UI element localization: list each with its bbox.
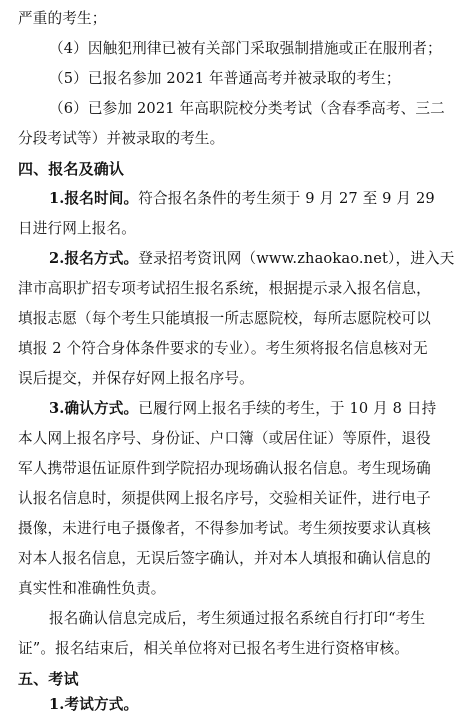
registration-time-line1: 符合报名条件的考生须于 9 月 27 至 9 月 29: [138, 190, 435, 207]
registration-time-label: 1.报名时间。: [49, 190, 139, 207]
registration-method-line5: 误后提交，并保存好网上报名序号。: [18, 370, 254, 387]
confirmation-method-line2: 本人网上报名序号、身份证、户口簿（或居住证）等原件，退役: [18, 430, 431, 447]
confirmation-method-paragraph: [49, 394, 469, 424]
registration-time-line2: 日进行网上报名。: [18, 220, 136, 237]
confirmation-method-line6: 对本人报名信息，无误后签字确认，并对本人填报和确认信息的: [18, 550, 431, 567]
list-item-tail: 严重的考生；: [18, 10, 107, 27]
after-confirm-line2: 证”。报名结束后，相关单位将对已报名考生进行资格审核。: [18, 640, 409, 657]
list-item-5: （5）已报名参加 2021 年普通高考并被录取的考生；: [49, 70, 401, 87]
registration-method-label: 2.报名方式。: [49, 250, 139, 267]
section4-heading: 四、报名及确认: [18, 160, 125, 178]
registration-method-line3: 填报志愿（每个考生只能填报一所志愿院校，每所志愿院校可以: [18, 310, 431, 327]
registration-method-line1: 登录招考资讯网（www.zhaokao.net），进入天: [138, 250, 455, 267]
confirmation-method-line5: 摄像，未进行电子摄像者，不得参加考试。考生须按要求认真核: [18, 520, 431, 537]
exam-method-label: 1.考试方式。: [49, 696, 139, 713]
confirmation-method-label: 3.确认方式。: [49, 400, 139, 417]
registration-method-line4: 填报 2 个符合身体条件要求的专业）。考生须将报名信息核对无: [18, 340, 428, 357]
confirmation-method-line7: 真实性和准确性负责。: [18, 580, 166, 597]
registration-time-paragraph: [49, 184, 469, 214]
registration-method-line2: 津市高职扩招专项考试招生报名系统，根据提示录入报名信息，: [18, 280, 431, 297]
confirmation-method-line1: 已履行网上报名手续的考生，于 10 月 8 日持: [138, 400, 437, 417]
section5-heading: 五、考试: [18, 670, 79, 688]
list-item-6-line2: 分段考试等）并被录取的考生。: [18, 130, 225, 147]
confirmation-method-line4: 认报名信息时，须提供网上报名序号，交验相关证件，进行电子: [18, 490, 431, 507]
list-item-6-line1: （6）已参加 2021 年高职院校分类考试（含春季高考、三二: [49, 100, 445, 117]
confirmation-method-line3: 军人携带退伍证原件到学院招办现场确认报名信息。考生现场确: [18, 460, 431, 477]
list-item-4: （4）因触犯刑律已被有关部门采取强制措施或正在服刑者；: [49, 40, 442, 57]
registration-method-paragraph: [49, 244, 469, 274]
after-confirm-line1: 报名确认信息完成后，考生须通过报名系统自行打印“考生: [49, 610, 426, 627]
